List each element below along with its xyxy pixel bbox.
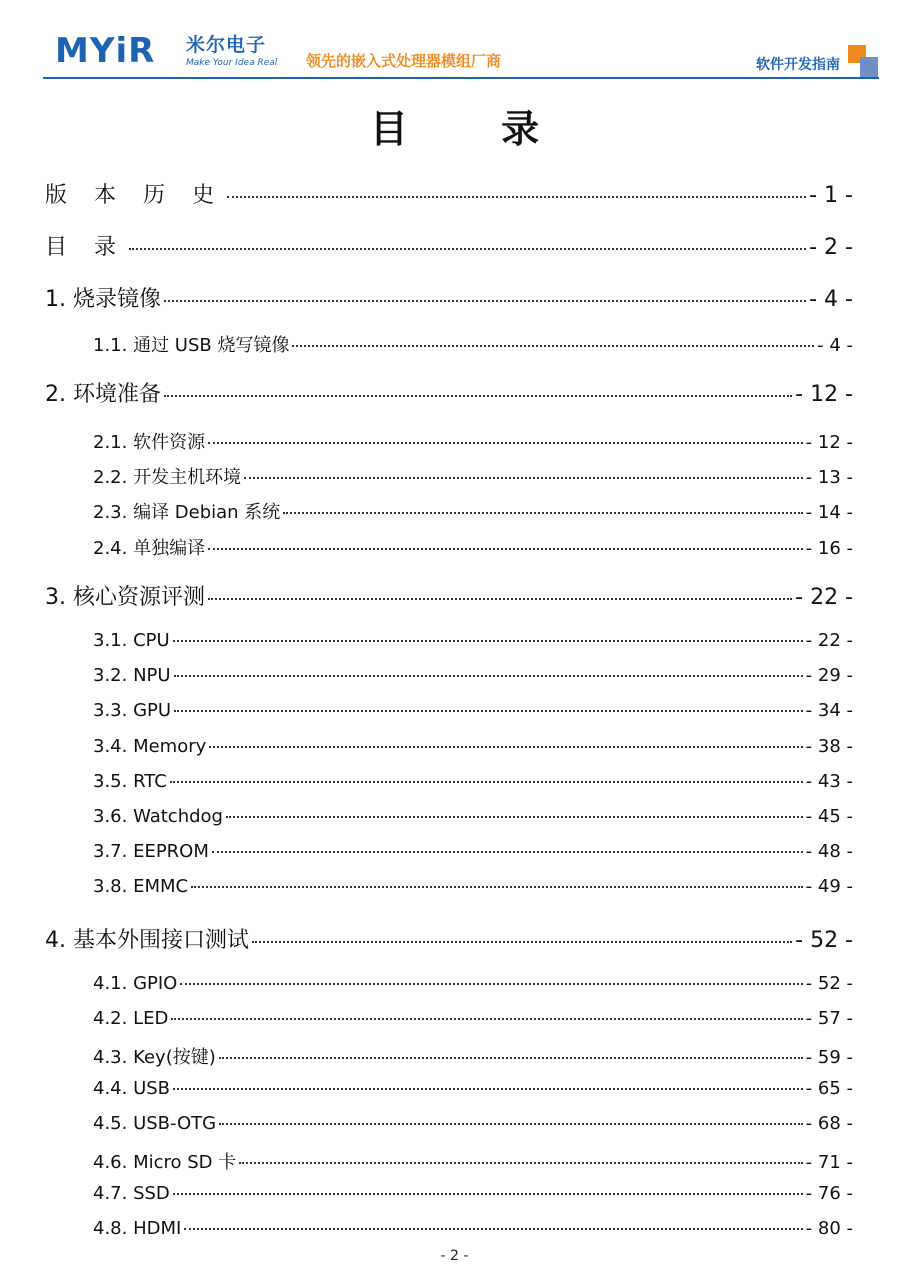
myir-logo: MYiR bbox=[55, 31, 156, 71]
toc-label: 3.5. RTC bbox=[93, 771, 167, 792]
toc-page: - 29 - bbox=[805, 665, 853, 686]
toc-label: 3.3. GPU bbox=[93, 700, 172, 721]
toc-page: - 12 - bbox=[795, 382, 853, 407]
toc-entry[interactable] bbox=[93, 700, 853, 721]
corner-decoration-blue bbox=[860, 57, 878, 77]
toc-page: - 1 - bbox=[809, 183, 853, 208]
toc-page: - 68 - bbox=[805, 1113, 853, 1134]
toc-leader bbox=[174, 710, 803, 712]
page-title: 目 录 bbox=[369, 107, 580, 151]
toc-page: - 48 - bbox=[805, 841, 853, 862]
toc-label: 2.1. 软件资源 bbox=[93, 432, 206, 453]
toc-label: 4.5. USB-OTG bbox=[93, 1113, 217, 1134]
toc-label: 4.4. USB bbox=[93, 1078, 171, 1099]
toc-page: - 22 - bbox=[805, 630, 853, 651]
toc-leader bbox=[212, 851, 803, 853]
toc-entry[interactable] bbox=[93, 806, 853, 827]
company-tagline: Make Your Idea Real bbox=[186, 58, 278, 68]
toc-page: - 12 - bbox=[805, 432, 853, 453]
toc-entry[interactable] bbox=[93, 534, 853, 560]
toc-page: - 49 - bbox=[805, 876, 853, 897]
toc-leader bbox=[191, 886, 803, 888]
toc-page: - 80 - bbox=[805, 1218, 853, 1239]
page-header bbox=[0, 0, 909, 82]
toc-entry[interactable] bbox=[45, 282, 853, 313]
toc-leader bbox=[283, 512, 802, 514]
document-type: 软件开发指南 bbox=[756, 57, 840, 73]
toc-leader bbox=[292, 345, 814, 347]
toc-entry[interactable] bbox=[93, 771, 853, 792]
toc-label: 3.8. EMMC bbox=[93, 876, 189, 897]
header-rule bbox=[43, 77, 879, 79]
toc-leader bbox=[173, 1193, 803, 1195]
toc-page: - 52 - bbox=[795, 928, 853, 953]
toc-entry[interactable] bbox=[93, 1043, 853, 1069]
toc-page: - 59 - bbox=[805, 1047, 853, 1068]
toc-leader bbox=[129, 248, 806, 250]
toc-page: - 57 - bbox=[805, 1008, 853, 1029]
toc-page: - 16 - bbox=[805, 538, 853, 559]
toc-leader bbox=[184, 1228, 802, 1230]
toc-entry[interactable] bbox=[93, 876, 853, 897]
toc-leader bbox=[174, 675, 803, 677]
toc-entry[interactable] bbox=[93, 428, 853, 454]
toc-entry[interactable] bbox=[93, 1148, 853, 1174]
toc-entry[interactable] bbox=[93, 498, 853, 524]
toc-label: 3.7. EEPROM bbox=[93, 841, 209, 862]
toc-page: - 4 - bbox=[809, 287, 853, 312]
toc-leader bbox=[170, 781, 803, 783]
toc-page: - 76 - bbox=[805, 1183, 853, 1204]
toc-label: 2.4. 单独编译 bbox=[93, 538, 206, 559]
toc-page: - 4 - bbox=[817, 335, 853, 356]
toc-leader bbox=[208, 442, 803, 444]
toc-page: - 71 - bbox=[805, 1152, 853, 1173]
page-number: - 2 - bbox=[440, 1248, 469, 1264]
toc-entry[interactable] bbox=[45, 377, 853, 408]
toc-label: 4.6. Micro SD 卡 bbox=[93, 1152, 237, 1173]
header-slogan: 领先的嵌入式处理器模组厂商 bbox=[306, 52, 502, 70]
toc-label: 2.2. 开发主机环境 bbox=[93, 467, 242, 488]
toc-entry[interactable] bbox=[45, 923, 853, 954]
toc-leader bbox=[208, 548, 803, 550]
toc-leader bbox=[219, 1123, 803, 1125]
toc-page: - 34 - bbox=[805, 700, 853, 721]
toc-label: 目 录 bbox=[45, 235, 126, 260]
toc-entry[interactable] bbox=[45, 580, 853, 611]
toc-label: 4.1. GPIO bbox=[93, 973, 178, 994]
toc-entry[interactable] bbox=[45, 230, 853, 261]
toc-label: 3.6. Watchdog bbox=[93, 806, 223, 827]
toc-page: - 45 - bbox=[805, 806, 853, 827]
toc-leader bbox=[164, 395, 792, 397]
toc-entry[interactable] bbox=[93, 973, 853, 994]
toc-entry[interactable] bbox=[93, 1008, 853, 1029]
toc-label: 4.2. LED bbox=[93, 1008, 169, 1029]
toc-label: 1.1. 通过 USB 烧写镜像 bbox=[93, 335, 290, 356]
toc-leader bbox=[209, 746, 802, 748]
toc-leader bbox=[252, 941, 792, 943]
toc-entry[interactable] bbox=[93, 1113, 853, 1134]
toc-leader bbox=[219, 1057, 803, 1059]
toc-label: 2. 环境准备 bbox=[45, 382, 161, 407]
toc-entry[interactable] bbox=[93, 841, 853, 862]
toc-label: 3.2. NPU bbox=[93, 665, 171, 686]
toc-leader bbox=[239, 1162, 802, 1164]
toc-label: 4.7. SSD bbox=[93, 1183, 170, 1204]
toc-label: 3. 核心资源评测 bbox=[45, 585, 205, 610]
toc-entry[interactable] bbox=[93, 331, 853, 357]
toc-leader bbox=[244, 477, 803, 479]
toc-entry[interactable] bbox=[45, 178, 853, 209]
toc-entry[interactable] bbox=[93, 1078, 853, 1099]
toc-leader bbox=[208, 598, 792, 600]
toc-leader bbox=[171, 1018, 802, 1020]
toc-label: 3.1. CPU bbox=[93, 630, 170, 651]
company-name-cn: 米尔电子 bbox=[186, 34, 267, 56]
toc-label: 4.3. Key(按键) bbox=[93, 1047, 216, 1068]
toc-entry[interactable] bbox=[93, 1183, 853, 1204]
toc-page: - 13 - bbox=[805, 467, 853, 488]
toc-page: - 14 - bbox=[805, 502, 853, 523]
toc-leader bbox=[173, 1088, 803, 1090]
toc-leader bbox=[180, 983, 802, 985]
toc-page: - 38 - bbox=[805, 736, 853, 757]
toc-page: - 65 - bbox=[805, 1078, 853, 1099]
toc-leader bbox=[164, 300, 806, 302]
toc-label: 2.3. 编译 Debian 系统 bbox=[93, 502, 281, 523]
toc-page: - 2 - bbox=[809, 235, 853, 260]
toc-leader bbox=[227, 196, 806, 198]
toc-entry[interactable] bbox=[93, 736, 853, 757]
toc-entry[interactable] bbox=[93, 665, 853, 686]
toc-label: 3.4. Memory bbox=[93, 736, 207, 757]
toc-entry[interactable] bbox=[93, 630, 853, 651]
toc-leader bbox=[226, 816, 803, 818]
toc-entry[interactable] bbox=[93, 1218, 853, 1239]
toc-label: 4. 基本外围接口测试 bbox=[45, 928, 249, 953]
toc-label: 版 本 历 史 bbox=[45, 183, 224, 208]
toc-leader bbox=[173, 640, 803, 642]
toc-label: 4.8. HDMI bbox=[93, 1218, 182, 1239]
toc-entry[interactable] bbox=[93, 463, 853, 489]
toc-page: - 52 - bbox=[805, 973, 853, 994]
toc-page: - 22 - bbox=[795, 585, 853, 610]
toc-label: 1. 烧录镜像 bbox=[45, 287, 161, 312]
toc-page: - 43 - bbox=[805, 771, 853, 792]
